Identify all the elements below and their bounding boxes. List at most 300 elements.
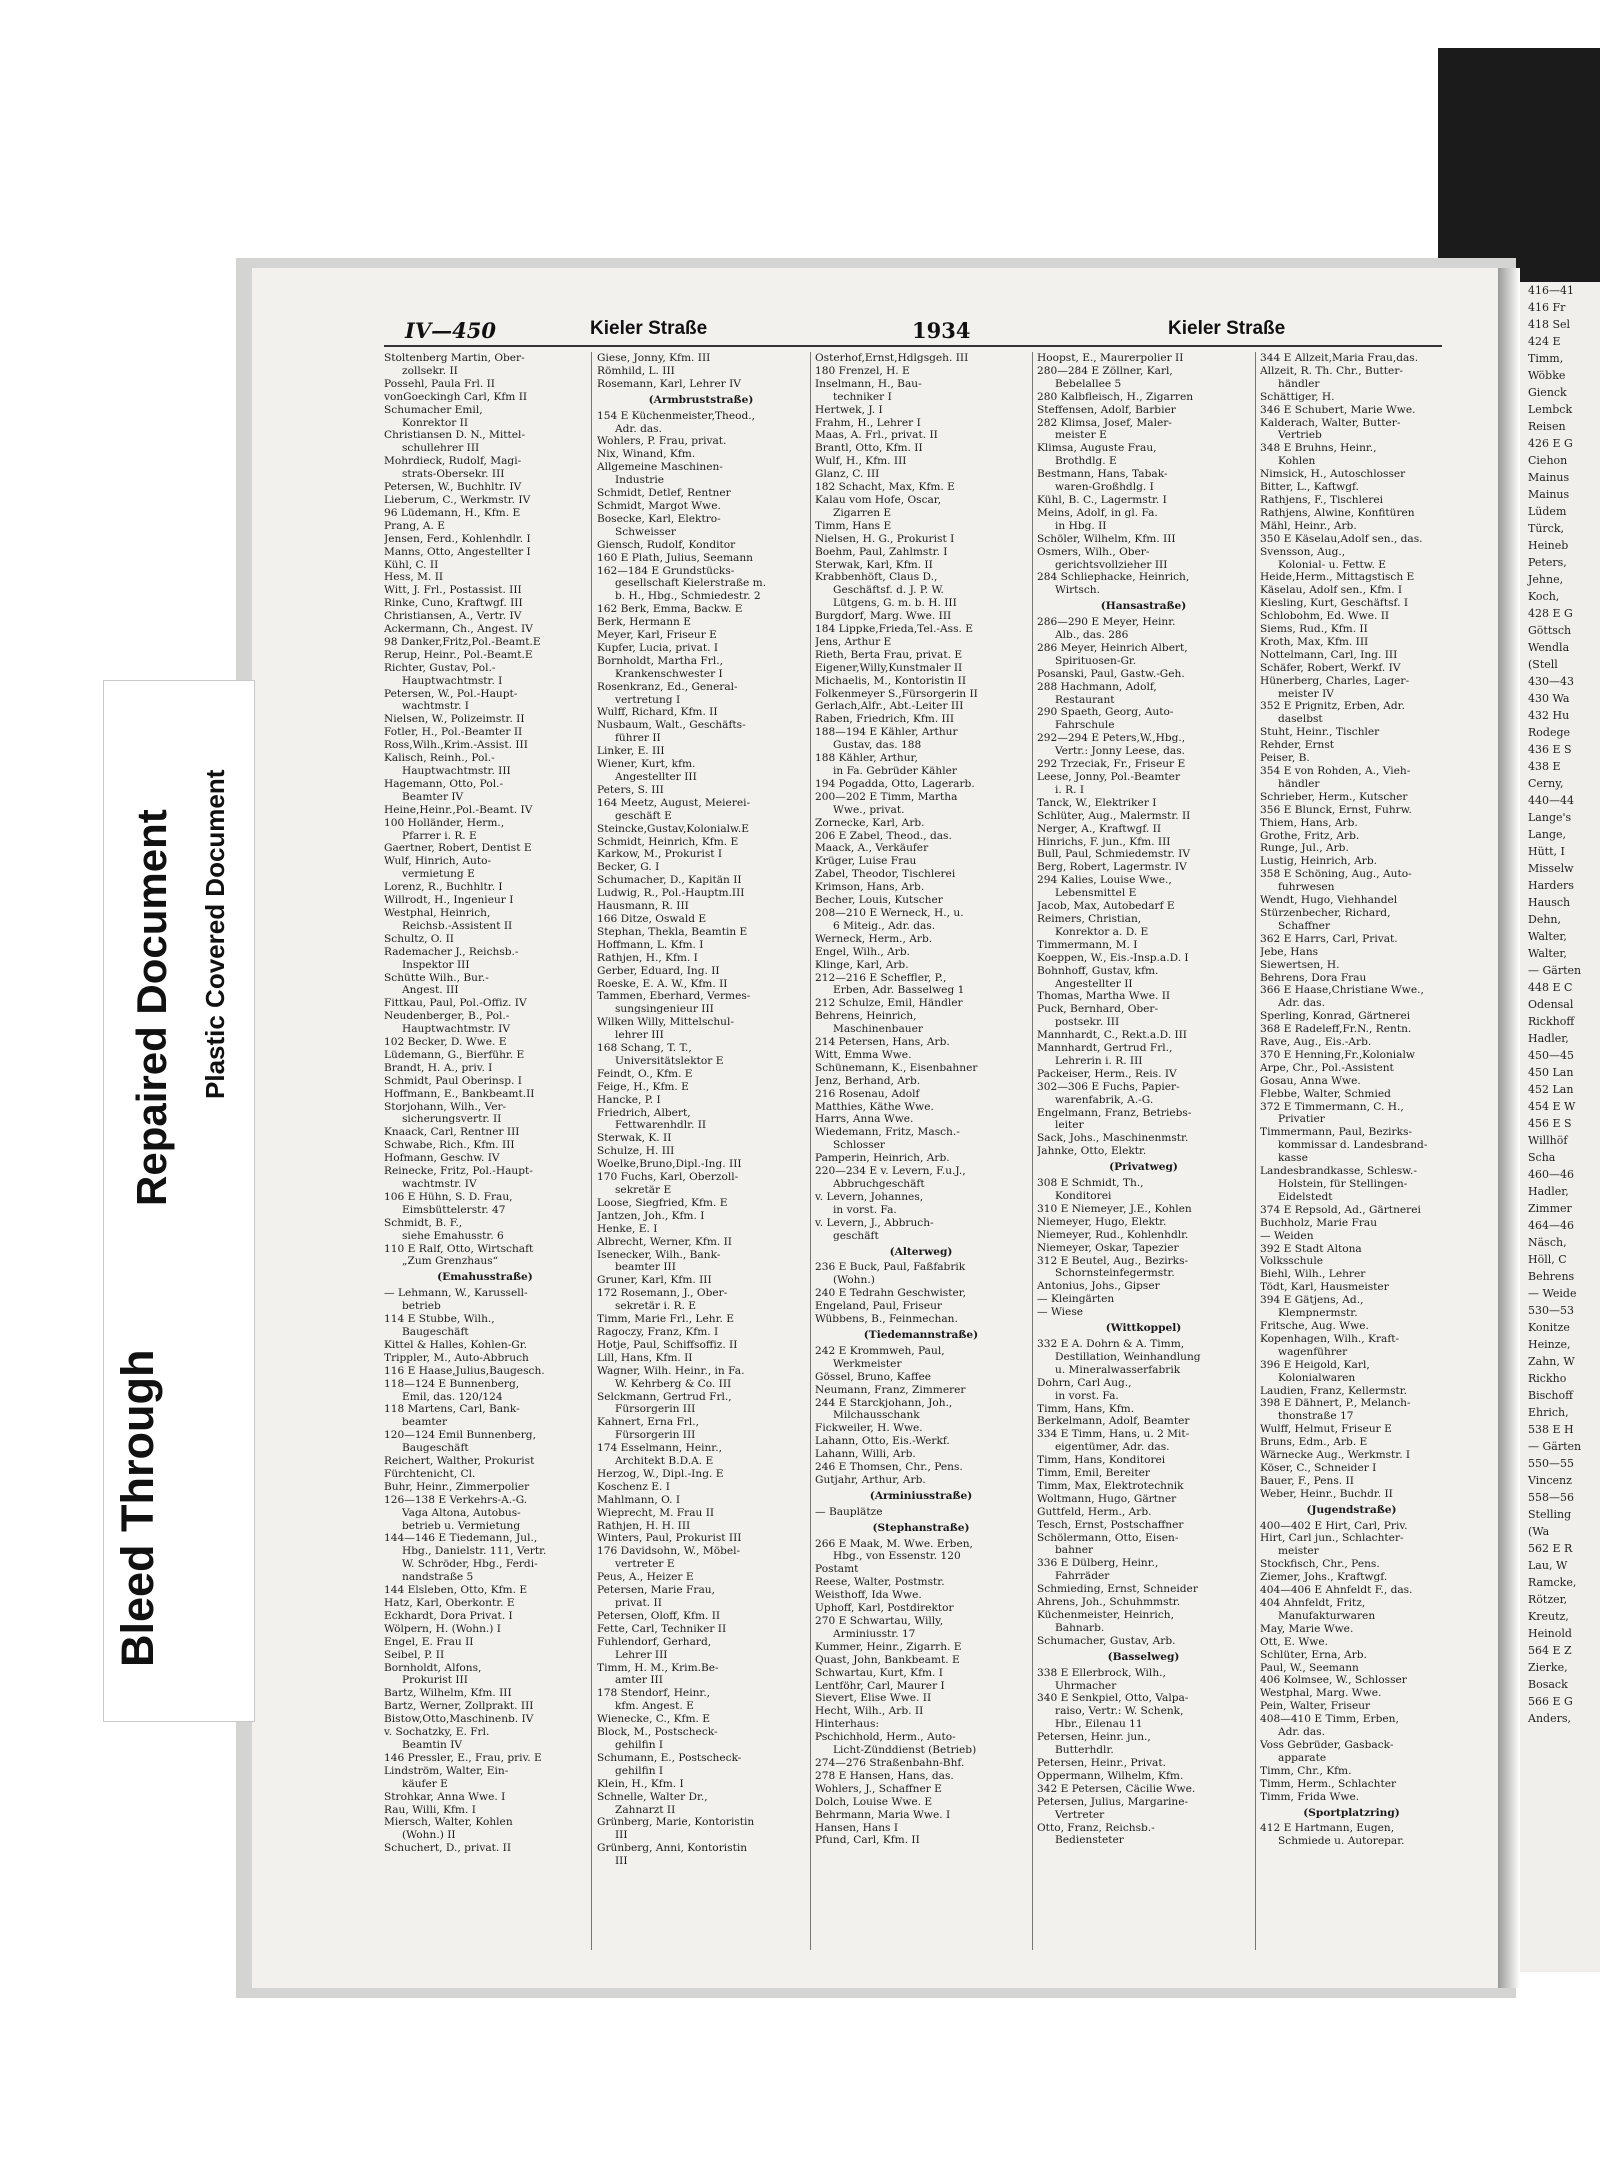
facing-page-text: 456 E S <box>1528 1117 1572 1130</box>
directory-entry: Schwabe, Rich., Kfm. III <box>384 1139 515 1152</box>
directory-entry: 408—410 E Timm, Erben, <box>1260 1713 1399 1726</box>
directory-entry: Knaack, Carl, Rentner III <box>384 1126 520 1139</box>
directory-entry: Fotler, H., Pol.-Beamter II <box>384 726 523 739</box>
directory-entry: gesellschaft Kielerstraße m. <box>615 577 767 590</box>
directory-entry: Tesch, Ernst, Postschaffner <box>1037 1518 1184 1531</box>
directory-entry: Hinrichs, F. jun., Kfm. III <box>1037 835 1171 848</box>
directory-entry: Albrecht, Werner, Kfm. II <box>597 1235 732 1248</box>
directory-entry: Schaffner <box>1278 919 1331 932</box>
directory-entry: Hofmann, Geschw. IV <box>384 1152 500 1165</box>
directory-entry: Fürsorgerin III <box>615 1403 696 1416</box>
facing-page-text: Jehne, <box>1528 573 1564 586</box>
directory-entry: 286—290 E Meyer, Heinr. <box>1037 616 1176 629</box>
facing-page-text: Peters, <box>1528 556 1567 569</box>
directory-entry: geschäft <box>833 1229 879 1242</box>
facing-page-text: Stelling <box>1528 1508 1572 1521</box>
directory-entry: Maack, A., Verkäufer <box>815 842 929 855</box>
directory-entry: 302—306 E Fuchs, Papier- <box>1037 1080 1180 1093</box>
directory-entry: Isenecker, Wilh., Bank- <box>597 1248 721 1261</box>
directory-entry: gehilfin I <box>615 1764 664 1777</box>
directory-entry: 284 Schliephacke, Heinrich, <box>1037 571 1190 584</box>
directory-entry: in Hbg. II <box>1055 519 1107 532</box>
directory-entry: Giensch, Rudolf, Konditor <box>597 538 736 551</box>
directory-entry: Engeland, Paul, Friseur <box>815 1300 942 1313</box>
directory-entry: (Wohn.) II <box>402 1829 456 1842</box>
directory-entry: 278 E Hansen, Hans, das. <box>815 1769 954 1782</box>
directory-entry: Burgdorf, Marg. Wwe. III <box>815 610 952 623</box>
facing-page-text: Gienck <box>1528 386 1567 399</box>
directory-entry: Michaelis, M., Kontoristin II <box>815 674 967 687</box>
directory-entry: Raben, Friedrich, Kfm. III <box>815 713 955 726</box>
directory-entry: Klinge, Karl, Arb. <box>815 958 909 971</box>
directory-entry: Eigener,Willy,Kunstmaler II <box>815 661 963 674</box>
directory-entry: Petersen, Oloff, Kfm. II <box>597 1609 721 1622</box>
directory-entry: Eimsbüttelerstr. 47 <box>402 1203 506 1216</box>
directory-entry: Nusbaum, Walt., Geschäfts- <box>597 719 746 732</box>
directory-entry: vermietung E <box>402 868 475 881</box>
directory-entry: Thiem, Hans, Arb. <box>1260 816 1358 829</box>
directory-entry: Hbg., Danielstr. 111, Vertr. <box>402 1545 547 1558</box>
directory-entry: Feindt, O., Kfm. E <box>597 1067 693 1080</box>
directory-entry: vertreter E <box>615 1558 675 1571</box>
cross-street-heading: (Wittkoppel) <box>1105 1322 1182 1335</box>
directory-entry: Klimsa, Auguste Frau, <box>1037 442 1157 455</box>
directory-entry: Wohlers, P. Frau, privat. <box>597 435 727 448</box>
directory-entry: Lehrerin i. R. III <box>1055 1054 1143 1067</box>
directory-entry: 374 E Repsold, Ad., Gärtnerei <box>1260 1203 1421 1216</box>
directory-entry: 188—194 E Kähler, Arthur <box>815 726 958 739</box>
directory-entry: Lüdemann, G., Bierführ. E <box>384 1048 525 1061</box>
directory-entry: Hauptwachtmstr. III <box>402 765 511 777</box>
directory-entry: Westphal, Marg. Wwe. <box>1260 1687 1382 1700</box>
directory-entry: Engel, E. Frau II <box>384 1635 474 1648</box>
directory-entry: Maas, A. Frl., privat. II <box>815 429 938 442</box>
directory-entry: 266 E Maak, M. Wwe. Erben, <box>815 1537 973 1550</box>
directory-entry: amter III <box>615 1674 663 1687</box>
directory-entry: Schöler, Wilhelm, Kfm. III <box>1037 532 1176 545</box>
header-rule <box>384 345 1442 347</box>
directory-entry: 120—124 Emil Bunnenberg, <box>384 1429 536 1442</box>
directory-entry: Volksschule <box>1260 1255 1323 1268</box>
directory-entry: W. Kehrberg & Co. III <box>615 1377 732 1390</box>
directory-entry: Schünemann, K., Eisenbahner <box>815 1061 978 1074</box>
directory-entry: Jenz, Berhand, Arb. <box>815 1074 921 1087</box>
directory-entry: Strohkar, Anna Wwe. I <box>384 1790 506 1803</box>
directory-entry: Lahann, Willi, Arb. <box>815 1448 916 1461</box>
directory-entry: Lorenz, R., Buchhltr. I <box>384 881 503 894</box>
cross-street-heading: (Hansastraße) <box>1100 600 1187 613</box>
directory-entry: techniker I <box>833 390 892 403</box>
directory-entry: Vertr.: Jonny Leese, das. <box>1055 745 1186 758</box>
directory-entry: 144—146 E Tiedemann, Jul., <box>384 1532 538 1545</box>
directory-entry: Christiansen D. N., Mittel- <box>384 429 526 442</box>
facing-page-text: 558—56 <box>1528 1491 1574 1504</box>
directory-entry: Berk, Hermann E <box>597 616 691 629</box>
directory-entry: Hbg., von Essenstr. 120 <box>833 1550 961 1563</box>
directory-entry: Schmieding, Ernst, Schneider <box>1037 1583 1198 1596</box>
directory-entry: Fahrschule <box>1055 719 1115 732</box>
directory-entry: 404—406 E Ahnfeldt F., das. <box>1260 1584 1413 1597</box>
directory-entry: Beamtin IV <box>402 1738 463 1751</box>
directory-entry: Thomas, Martha Wwe. II <box>1037 990 1171 1003</box>
directory-entry: Kalisch, Reinh., Pol.- <box>384 752 495 765</box>
facing-page-text: 424 E <box>1528 335 1561 348</box>
directory-entry: Biehl, Wilh., Lehrer <box>1260 1268 1366 1281</box>
directory-entry: Lahann, Otto, Eis.-Werkf. <box>815 1435 950 1448</box>
directory-entry: waren-Großhdlg. I <box>1055 481 1154 494</box>
directory-entry: — Bauplätze <box>815 1505 883 1518</box>
directory-entry: Jebe, Hans <box>1260 945 1319 958</box>
directory-entry: Osmers, Wilh., Ober- <box>1037 545 1150 558</box>
directory-entry: Hirt, Carl jun., Schlachter- <box>1260 1532 1404 1545</box>
directory-entry: 294 Kalies, Louise Wwe., <box>1037 874 1172 887</box>
directory-entry: Puck, Bernhard, Ober- <box>1037 1003 1159 1016</box>
directory-entry: Siems, Rud., Kfm. II <box>1260 623 1368 636</box>
directory-entry: Timm, Marie Frl., Lehr. E <box>597 1313 734 1326</box>
directory-entry: 412 E Hartmann, Eugen, <box>1260 1822 1395 1835</box>
facing-page-text: Bosack <box>1528 1678 1568 1691</box>
directory-entry: Petersen, Julius, Margarine- <box>1037 1795 1189 1808</box>
facing-page-text: Reisen <box>1528 420 1566 433</box>
directory-entry: 274—276 Straßenbahn-Bhf. <box>815 1756 965 1769</box>
directory-entry: Gaertner, Robert, Dentist E <box>384 842 532 855</box>
directory-entry: 344 E Allzeit,Maria Frau,das. <box>1260 352 1419 364</box>
facing-page-text: Bischoff <box>1528 1389 1573 1402</box>
facing-page-text: 448 E C <box>1528 981 1573 994</box>
directory-entry: Erben, Adr. Basselweg 1 <box>833 984 965 997</box>
directory-entry: Schwartau, Kurt, Kfm. I <box>815 1666 943 1679</box>
directory-entry: Rieth, Berta Frau, privat. E <box>815 648 963 661</box>
directory-entry: Winters, Paul, Prokurist III <box>597 1532 742 1545</box>
directory-entry: Laudien, Franz, Kellermstr. <box>1260 1384 1408 1397</box>
directory-entry: sekretär E <box>615 1184 672 1196</box>
directory-entry: gerichtsvollzieher III <box>1055 558 1168 571</box>
directory-entry: Schütte Wilh., Bur.- <box>384 971 489 984</box>
directory-entry: Fürsorgerin III <box>615 1429 696 1442</box>
facing-page-text: 416 Fr <box>1528 301 1566 314</box>
directory-entry: Buhr, Heinr., Zimmerpolier <box>384 1480 530 1493</box>
directory-entry: Adr. das. <box>1278 997 1325 1010</box>
directory-entry: Ragoczy, Franz, Kfm. I <box>597 1325 719 1338</box>
directory-entry: Schättiger, H. <box>1260 390 1335 403</box>
cross-street-heading: (Stephanstraße) <box>872 1521 970 1534</box>
directory-entry: 146 Pressler, E., Frau, priv. E <box>384 1751 542 1764</box>
facing-page-text: Zierke, <box>1528 1661 1568 1674</box>
directory-entry: Heide,Herm., Mittagstisch E <box>1260 571 1415 584</box>
directory-entry: 398 E Dähnert, P., Melanch- <box>1260 1397 1411 1410</box>
directory-entry: Jahnke, Otto, Elektr. <box>1037 1145 1147 1158</box>
column-5 <box>1260 352 1443 1952</box>
directory-entry: Baugeschäft <box>402 1442 469 1455</box>
directory-entry: 288 Hachmann, Adolf, <box>1037 680 1157 693</box>
directory-entry: wachtmstr. I <box>402 700 469 713</box>
directory-entry: (Wohn.) <box>833 1274 875 1287</box>
directory-entry: 282 Klimsa, Josef, Maler- <box>1037 416 1172 429</box>
directory-entry: Inselmann, H., Bau- <box>815 377 922 390</box>
directory-entry: Ahrens, Joh., Schuhmmstr. <box>1037 1596 1181 1609</box>
directory-entry: 194 Pogadda, Otto, Lagerarb. <box>815 777 975 790</box>
directory-entry: Grünberg, Anni, Kontoristin <box>597 1842 748 1855</box>
directory-entry: 396 E Heigold, Karl, <box>1260 1358 1370 1371</box>
directory-entry: 362 E Harrs, Carl, Privat. <box>1260 932 1398 945</box>
directory-entry: Wendt, Hugo, Viehhandel <box>1260 894 1398 907</box>
directory-entry: Niemeyer, Hugo, Elektr. <box>1037 1215 1167 1228</box>
facing-page-text: Odensal <box>1528 998 1574 1011</box>
directory-entry: Hauptwachtmstr. IV <box>402 1023 511 1036</box>
directory-entry: Possehl, Paula Frl. II <box>384 377 495 390</box>
facing-page-text: Rodege <box>1528 726 1571 739</box>
directory-entry: 184 Lippke,Frieda,Tel.-Ass. E <box>815 623 974 636</box>
directory-entry: Privatier <box>1278 1113 1325 1126</box>
directory-entry: 114 E Stubbe, Wilh., <box>384 1313 495 1326</box>
directory-entry: Angestellter II <box>1055 977 1133 990</box>
directory-entry: Behrmann, Maria Wwe. I <box>815 1808 951 1821</box>
directory-entry: eigentümer, Adr. das. <box>1055 1441 1170 1454</box>
directory-entry: 372 E Timmermann, C. H., <box>1260 1100 1404 1113</box>
directory-entry: Timm, Hans, Kfm. <box>1037 1402 1135 1415</box>
directory-entry: Bediensteter <box>1055 1834 1124 1847</box>
directory-entry: Ludwig, R., Pol.-Hauptm.III <box>597 887 745 900</box>
directory-entry: Vertrieb <box>1278 429 1322 442</box>
directory-entry: 356 E Blunck, Ernst, Fuhrw. <box>1260 803 1412 816</box>
directory-entry: Rathjen, H. H. III <box>597 1519 691 1532</box>
directory-entry: Schnelle, Walter Dr., <box>597 1790 708 1803</box>
directory-entry: Konrektor II <box>402 416 469 429</box>
directory-entry: 342 E Petersen, Cäcilie Wwe. <box>1037 1782 1196 1795</box>
directory-entry: lehrer III <box>615 1029 664 1042</box>
directory-entry: 292 Trzeciak, Fr., Friseur E <box>1037 758 1186 771</box>
directory-entry: W. Schröder, Hbg., Ferdi- <box>402 1558 538 1571</box>
directory-entry: Herzog, W., Dipl.-Ing. E <box>597 1467 724 1480</box>
directory-entry: in vorst. Fa. <box>833 1203 897 1216</box>
directory-entry: Nix, Winand, Kfm. <box>597 448 696 461</box>
column-divider <box>810 352 811 1950</box>
directory-entry: 394 E Gätjens, Ad., <box>1260 1294 1364 1307</box>
plastic-covered-label: Plastic Covered Document <box>200 769 230 1099</box>
directory-entry: 404 Ahnfeldt, Fritz, <box>1260 1597 1366 1609</box>
directory-entry: Kopenhagen, Wilh., Kraft- <box>1260 1332 1400 1345</box>
column-divider <box>591 352 592 1950</box>
facing-page-text: Zahn, W <box>1528 1355 1575 1368</box>
facing-page-text: Konitze <box>1528 1321 1570 1334</box>
directory-entry: Destillation, Weinhandlung <box>1055 1350 1201 1363</box>
directory-entry: Eidelstedt <box>1278 1190 1333 1203</box>
directory-entry: Tanck, W., Elektriker I <box>1037 796 1157 809</box>
directory-entry: Witt, Emma Wwe. <box>815 1048 912 1061</box>
cross-street-heading: (Emahusstraße) <box>437 1271 533 1284</box>
directory-entry: Kühl, B. C., Lagermstr. I <box>1037 493 1167 506</box>
directory-entry: Fette, Carl, Techniker II <box>597 1622 727 1635</box>
directory-entry: Feige, H., Kfm. E <box>597 1080 689 1093</box>
directory-entry: Timm, Hans E <box>815 519 892 532</box>
directory-entry: Bartz, Wilhelm, Kfm. III <box>384 1687 512 1700</box>
cross-street-heading: (Armbruststraße) <box>648 393 754 406</box>
directory-entry: Richter, Gustav, Pol.- <box>384 661 496 674</box>
directory-entry: Peus, A., Heizer E <box>597 1571 694 1584</box>
directory-entry: 286 Meyer, Heinrich Albert, <box>1037 641 1188 654</box>
directory-entry: 280 Kalbfleisch, H., Zigarren <box>1037 390 1194 403</box>
directory-entry: 178 Stendorf, Heinr., <box>597 1687 711 1700</box>
directory-entry: 354 E von Rohden, A., Vieh- <box>1260 765 1411 777</box>
directory-entry: händler <box>1278 777 1320 790</box>
directory-entry: 310 E Niemeyer, J.E., Kohlen <box>1037 1202 1192 1215</box>
repaired-document-label: Repaired Document <box>128 809 175 1206</box>
directory-entry: Boehm, Paul, Zahlmstr. I <box>815 545 948 558</box>
facing-page-text: Näsch, <box>1528 1236 1567 1249</box>
column-3 <box>815 352 1027 1952</box>
directory-entry: führer II <box>615 732 661 745</box>
book-spine <box>1498 268 1520 1988</box>
directory-entry: — Kleingärten <box>1037 1293 1115 1306</box>
directory-entry: thonstraße 17 <box>1278 1410 1354 1423</box>
directory-entry: Grothe, Fritz, Arb. <box>1260 829 1360 842</box>
directory-entry: betrieb <box>402 1300 441 1313</box>
facing-page-text: Anders, <box>1528 1712 1571 1725</box>
directory-entry: Tödt, Karl, Hausmeister <box>1260 1281 1389 1294</box>
facing-page-text: — Gärten <box>1528 1440 1582 1453</box>
directory-entry: kfm. Angest. E <box>615 1700 694 1713</box>
directory-entry: 168 Schang, T. T., <box>597 1042 692 1055</box>
column-4 <box>1037 352 1250 1952</box>
directory-entry: Bornholdt, Alfons, <box>384 1661 482 1674</box>
directory-entry: Adr. das. <box>1278 1726 1325 1739</box>
directory-entry: käufer E <box>402 1777 448 1790</box>
directory-entry: Behrens, Heinrich, <box>815 1010 917 1023</box>
directory-entry: Weisthoff, Ida Wwe. <box>815 1589 922 1602</box>
directory-entry: Hausmann, R. III <box>597 900 689 913</box>
directory-entry: v. Sochatzky, E. Frl. <box>384 1726 490 1739</box>
directory-entry: Hbr., Eilenau 11 <box>1055 1718 1143 1731</box>
directory-entry: leiter <box>1055 1119 1084 1132</box>
directory-entry: Svensson, Aug., <box>1260 545 1346 558</box>
directory-entry: Konditorei <box>1055 1190 1112 1202</box>
directory-entry: Gössel, Bruno, Kaffee <box>815 1370 932 1383</box>
directory-entry: postsekr. III <box>1055 1016 1120 1029</box>
directory-entry: 270 E Schwartau, Willy, <box>815 1615 944 1627</box>
directory-entry: Wulff, Helmut, Friseur E <box>1260 1423 1392 1436</box>
directory-entry: Timm, Max, Elektrotechnik <box>1037 1479 1184 1492</box>
directory-entry: Siewertsen, H. <box>1260 958 1340 971</box>
directory-entry: Oppermann, Wilhelm, Kfm. <box>1037 1769 1184 1782</box>
directory-entry: Schweisser <box>615 525 676 538</box>
directory-entry: Niemeyer, Rud., Kohlenhdlr. <box>1037 1228 1189 1241</box>
directory-entry: Brantl, Otto, Kfm. II <box>815 442 923 455</box>
directory-entry: 160 E Plath, Julius, Seemann <box>597 551 753 564</box>
directory-entry: Abbruchgeschäft <box>833 1178 925 1190</box>
directory-entry: Köser, C., Schneider I <box>1260 1461 1377 1474</box>
directory-entry: Rave, Aug., Eis.-Arb. <box>1260 1036 1372 1049</box>
directory-entry: Lütgens, G. m. b. H. III <box>833 597 957 610</box>
facing-page-text: Walter, <box>1528 947 1567 960</box>
facing-page-text: Zimmer <box>1528 1202 1572 1215</box>
directory-entry: Wieprecht, M. Frau II <box>597 1506 715 1519</box>
directory-entry: 216 Rosenau, Adolf <box>815 1087 920 1100</box>
directory-entry: beamter III <box>615 1261 676 1274</box>
directory-entry: Ross,Wilh.,Krim.-Assist. III <box>384 739 528 752</box>
directory-entry: Geschäftsf. d. J. P. W. <box>833 584 944 597</box>
directory-entry: Alb., das. 286 <box>1055 629 1129 642</box>
directory-entry: Butterhdlr. <box>1055 1744 1114 1757</box>
directory-entry: Jantzen, Joh., Kfm. I <box>597 1209 705 1222</box>
directory-entry: v. Levern, Johannes, <box>815 1190 924 1203</box>
directory-entry: Ott, E. Wwe. <box>1260 1635 1328 1648</box>
directory-entry: Universitätslektor E <box>615 1054 724 1067</box>
directory-entry: Wienecke, C., Kfm. E <box>597 1713 710 1726</box>
directory-entry: Lehrer III <box>615 1648 668 1661</box>
directory-entry: Fahrräder <box>1055 1570 1110 1583</box>
directory-entry: Woelke,Bruno,Dipl.-Ing. III <box>597 1158 742 1171</box>
directory-entry: 170 Fuchs, Karl, Oberzoll- <box>597 1171 739 1184</box>
directory-entry: 212 Schulze, Emil, Händler <box>815 997 963 1010</box>
directory-entry: Bartz, Werner, Zollprakt. III <box>384 1700 534 1713</box>
directory-entry: wagenführer <box>1278 1345 1348 1358</box>
facing-page-text: Lau, W <box>1528 1559 1568 1572</box>
facing-page-fragment <box>1520 282 1600 1972</box>
directory-entry: Leese, Jonny, Pol.-Beamter <box>1037 771 1181 783</box>
directory-entry: Timm, Frida Wwe. <box>1260 1790 1360 1803</box>
directory-entry: Wübbens, B., Feinmechan. <box>815 1313 958 1326</box>
directory-entry: Stockfisch, Chr., Pens. <box>1260 1558 1380 1571</box>
directory-entry: Petersen, Heinr., Privat. <box>1037 1756 1167 1769</box>
cross-street-heading: (Jugendstraße) <box>1306 1503 1397 1516</box>
directory-entry: Hansen, Hans I <box>815 1821 899 1834</box>
directory-entry: 392 E Stadt Altona <box>1260 1242 1362 1255</box>
directory-entry: Vertreter <box>1055 1808 1105 1821</box>
directory-entry: 102 Becker, D. Wwe. E <box>384 1036 507 1049</box>
directory-entry: Petersen, W., Pol.-Haupt- <box>384 687 518 700</box>
directory-entry: Storjohann, Wilh., Ver- <box>384 1100 507 1113</box>
directory-entry: Reichsb.-Assistent II <box>402 919 513 932</box>
directory-entry: Timmermann, M. I <box>1037 938 1138 951</box>
directory-entry: meister <box>1278 1545 1319 1558</box>
directory-entry: Gruner, Karl, Kfm. III <box>597 1274 712 1287</box>
facing-page-text: Höll, C <box>1528 1253 1567 1266</box>
directory-entry: Emil, das. 120/124 <box>402 1390 503 1403</box>
directory-entry: Heine,Heinr.,Pol.-Beamt. IV <box>384 803 533 816</box>
directory-entry: Milchausschank <box>833 1409 920 1422</box>
cross-street-heading: (Arminiusstraße) <box>869 1489 973 1502</box>
directory-entry: Seibel, P. II <box>384 1648 445 1661</box>
directory-entry: Timm, H. M., Krim.Be- <box>597 1661 719 1674</box>
directory-entry: Christiansen, A., Vertr. IV <box>384 610 522 623</box>
directory-entry: Rademacher J., Reichsb.- <box>384 945 519 958</box>
directory-entry: 162 Berk, Emma, Backw. E <box>597 603 743 616</box>
directory-entry: Eckhardt, Dora Privat. I <box>384 1609 513 1622</box>
directory-entry: Mähl, Heinr., Arb. <box>1260 519 1357 532</box>
directory-entry: privat. II <box>615 1597 662 1609</box>
directory-entry: Mohrdieck, Rudolf, Magi- <box>384 455 522 468</box>
directory-entry: Jens, Arthur E <box>815 635 892 648</box>
directory-entry: Kroth, Max, Kfm. III <box>1260 635 1369 648</box>
facing-page-text: Behrens <box>1528 1270 1575 1283</box>
directory-entry: Dohrn, Carl Aug., <box>1037 1376 1132 1389</box>
facing-page-text: Willhöf <box>1528 1134 1568 1147</box>
directory-entry: Küchenmeister, Heinrich, <box>1037 1609 1174 1621</box>
facing-page-text: Dehn, <box>1528 913 1561 926</box>
directory-entry: Folkenmeyer S.,Fürsorgerin II <box>815 687 978 700</box>
directory-entry: Reinecke, Fritz, Pol.-Haupt- <box>384 1165 533 1178</box>
directory-entry: Klein, H., Kfm. I <box>597 1777 684 1790</box>
directory-entry: Allzeit, R. Th. Chr., Butter- <box>1260 364 1403 377</box>
directory-entry: Gustav, das. 188 <box>833 739 922 752</box>
directory-entry: Petersen, Marie Frau, <box>597 1584 715 1597</box>
directory-entry: u. Mineralwasserfabrik <box>1055 1363 1181 1376</box>
facing-page-text: Heinze, <box>1528 1338 1571 1351</box>
facing-page-text: Mainus <box>1528 488 1570 501</box>
directory-entry: Fittkau, Paul, Pol.-Offiz. IV <box>384 997 527 1010</box>
directory-entry: Maschinenbauer <box>833 1023 923 1036</box>
directory-entry: Vaga Altona, Autobus- <box>402 1506 521 1519</box>
